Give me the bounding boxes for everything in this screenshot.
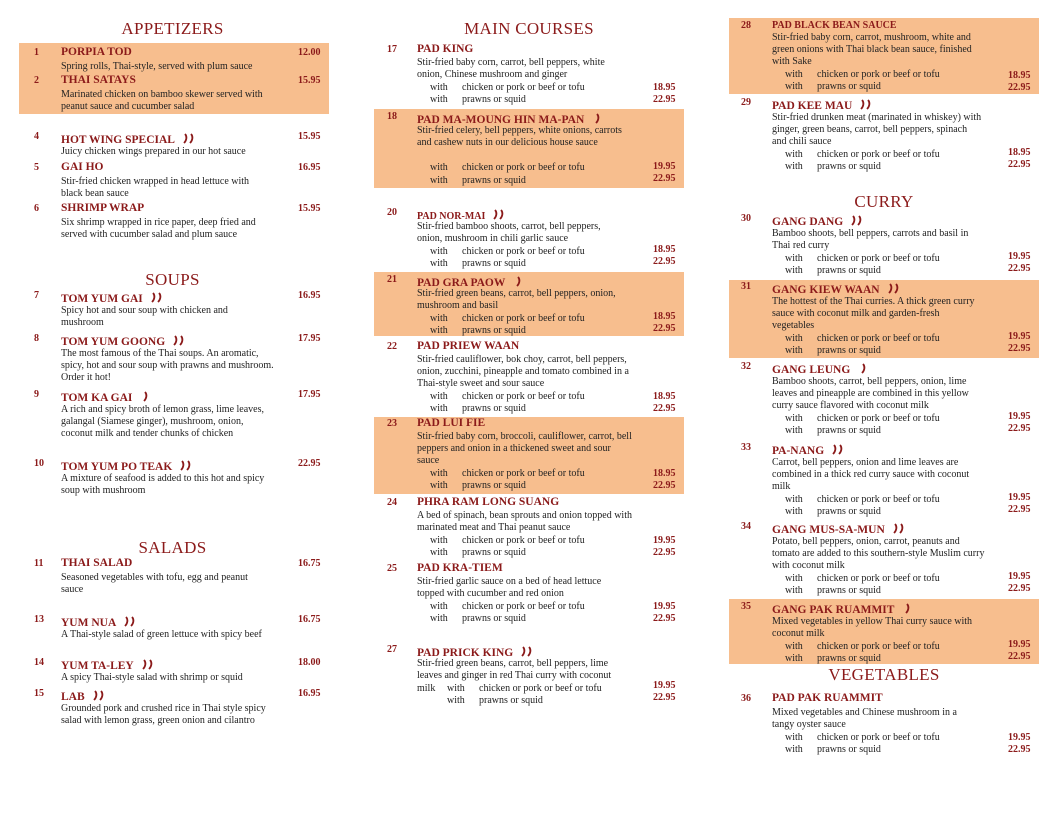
option-meat: milk with chicken or pork or beef or tofu — [417, 683, 602, 694]
item-name-wrap — [61, 334, 185, 348]
menu-item-22 — [387, 341, 684, 416]
price-seafood: 22.95 — [1008, 159, 1031, 170]
item-name: YUM TA-LEY — [61, 660, 134, 672]
section-title-main-courses: MAIN COURSES — [464, 19, 594, 38]
item-name-wrap — [61, 459, 192, 473]
item-description: A spicy Thai-style salad with shrimp or squid — [61, 672, 243, 683]
option-meat: with chicken or pork or beef or tofu — [785, 641, 940, 652]
price-meat: 18.95 — [1008, 147, 1031, 158]
menu-item-5 — [34, 162, 326, 200]
item-description: Stir-fried green beans, carrot, bell peppers, onion, mushroom and basil — [417, 288, 616, 312]
item-number: 15 — [34, 688, 44, 699]
item-description: Carrot, bell peppers, onion and lime leaves are combined in a thick red curry sauce with coconut milk — [772, 457, 970, 493]
item-number: 9 — [34, 389, 39, 400]
item-description: Potato, bell peppers, onion, carrot, peanuts and tomato are added to this southern-style Muslim curry with coconut milk — [772, 536, 985, 572]
item-price: 12.00 — [298, 47, 321, 58]
option-seafood: with prawns or squid — [430, 325, 526, 336]
item-number: 21 — [387, 274, 397, 285]
double-chili-pepper-icon — [493, 209, 505, 220]
item-number: 34 — [741, 521, 751, 532]
item-name: PAD LUI FIE — [417, 417, 486, 429]
double-chili-pepper-icon — [124, 616, 136, 627]
item-description: Juicy chicken wings prepared in our hot sauce — [61, 146, 246, 157]
item-name-wrap — [61, 132, 195, 146]
option-seafood: with prawns or squid — [447, 695, 543, 706]
item-name: PAD PAK RUAMMIT — [772, 692, 883, 704]
item-price: 17.95 — [298, 389, 321, 400]
item-description: Mixed vegetables in yellow Thai curry sauce with coconut milk — [772, 616, 973, 640]
item-name: TOM KA GAI — [61, 392, 133, 404]
menu-item-13 — [34, 614, 326, 654]
item-number: 20 — [387, 207, 397, 218]
item-number: 33 — [741, 442, 751, 453]
item-description: Grounded pork and crushed rice in Thai style spicy salad with lemon grass, green onion and cilantro — [61, 703, 266, 727]
price-seafood: 22.95 — [1008, 583, 1031, 594]
option-meat: with chicken or pork or beef or tofu — [430, 535, 585, 546]
option-meat: with chicken or pork or beef or tofu — [785, 253, 940, 264]
menu-item-9 — [34, 389, 326, 453]
menu-item-21 — [387, 274, 684, 336]
item-description: Bamboo shoots, carrot, bell peppers, onion, lime leaves and pineapple are combined in this yellow curry sauce flavored with coconut milk — [772, 376, 969, 412]
item-number: 2 — [34, 75, 39, 86]
option-meat: with chicken or pork or beef or tofu — [785, 333, 940, 344]
item-price: 16.95 — [298, 688, 321, 699]
price-meat: 18.95 — [653, 468, 676, 479]
menu-item-6 — [34, 203, 326, 241]
menu-item-27 — [387, 644, 684, 708]
section-title-appetizers: APPETIZERS — [121, 19, 224, 38]
option-meat: with chicken or pork or beef or tofu — [785, 413, 940, 424]
item-description: Seasoned vegetables with tofu, egg and peanut sauce — [61, 572, 248, 596]
option-meat: with chicken or pork or beef or tofu — [785, 69, 940, 80]
item-name: PAD BLACK BEAN SAUCE — [772, 20, 897, 31]
item-price: 17.95 — [298, 333, 321, 344]
item-number: 29 — [741, 97, 751, 108]
item-name-wrap — [772, 282, 900, 296]
item-description: Bamboo shoots, bell peppers, carrots and basil in Thai red curry — [772, 228, 969, 252]
item-number: 14 — [34, 657, 44, 668]
option-meat: with chicken or pork or beef or tofu — [430, 391, 585, 402]
item-description: Stir-fried baby corn, carrot, bell peppers, white onion, Chinese mushroom and ginger — [417, 57, 605, 81]
menu-item-35 — [741, 601, 1039, 663]
option-seafood: with prawns or squid — [430, 175, 526, 186]
chili-pepper-icon — [902, 603, 914, 614]
chili-pepper-icon — [513, 276, 525, 287]
item-name: PAD NOR-MAI — [417, 211, 486, 222]
double-chili-pepper-icon — [142, 659, 154, 670]
option-meat: with chicken or pork or beef or tofu — [430, 313, 585, 324]
price-seafood: 22.95 — [1008, 744, 1031, 755]
option-seafood: with prawns or squid — [430, 258, 526, 269]
item-name-wrap — [772, 443, 844, 457]
option-meat: with chicken or pork or beef or tofu — [430, 601, 585, 612]
item-name: GANG LEUNG — [772, 364, 851, 376]
price-seafood: 22.95 — [1008, 423, 1031, 434]
item-name: TOM YUM GOONG — [61, 336, 166, 348]
menu-item-18 — [387, 111, 684, 187]
price-meat: 19.95 — [1008, 492, 1031, 503]
menu-item-10 — [34, 458, 326, 498]
price-seafood: 22.95 — [1008, 504, 1031, 515]
price-meat: 19.95 — [1008, 331, 1031, 342]
double-chili-pepper-icon — [183, 133, 195, 144]
item-price: 15.95 — [298, 75, 321, 86]
double-chili-pepper-icon — [888, 283, 900, 294]
option-meat: with chicken or pork or beef or tofu — [785, 149, 940, 160]
menu-item-25 — [387, 563, 684, 625]
option-meat: with chicken or pork or beef or tofu — [430, 468, 585, 479]
item-price: 16.75 — [298, 614, 321, 625]
item-name-wrap — [772, 214, 863, 228]
double-chili-pepper-icon — [93, 690, 105, 701]
item-number: 23 — [387, 418, 397, 429]
item-name: PA-NANG — [772, 445, 825, 457]
menu-item-2 — [34, 75, 326, 113]
double-chili-pepper-icon — [893, 523, 905, 534]
item-name-wrap — [772, 602, 914, 616]
item-name: PORPIA TOD — [61, 46, 132, 58]
item-name: GAI HO — [61, 161, 104, 173]
item-number: 30 — [741, 213, 751, 224]
item-number: 5 — [34, 162, 39, 173]
item-description: Stir-fried green beans, carrot, bell peppers, lime leaves and ginger in red Thai curry with coconut — [417, 658, 612, 682]
item-name-wrap — [772, 98, 872, 112]
item-number: 27 — [387, 644, 397, 655]
double-chili-pepper-icon — [151, 292, 163, 303]
price-seafood: 22.95 — [1008, 343, 1031, 354]
item-number: 35 — [741, 601, 751, 612]
option-seafood: with prawns or squid — [785, 265, 881, 276]
menu-item-14 — [34, 657, 326, 685]
item-description: Stir-fried baby corn, broccoli, cauliflower, carrot, bell peppers and onion in a thickened sweet and sour sauce — [417, 431, 632, 467]
item-name: PAD KEE MAU — [772, 100, 853, 112]
menu-item-11 — [34, 558, 326, 596]
item-description: Stir-fried chicken wrapped in head lettuce with black bean sauce — [61, 176, 250, 200]
menu-item-24 — [387, 497, 684, 559]
price-seafood: 22.95 — [653, 94, 676, 105]
item-description: Six shrimp wrapped in rice paper, deep fried and served with cucumber salad and plum sauce — [61, 217, 256, 241]
menu-item-20 — [387, 207, 684, 269]
item-name-wrap — [417, 275, 525, 289]
menu-item-23 — [387, 418, 684, 493]
item-description: Marinated chicken on bamboo skewer served with peanut sauce and cucumber salad — [61, 89, 263, 113]
item-name-wrap — [61, 291, 163, 305]
item-name-wrap — [61, 390, 152, 404]
item-price: 16.95 — [298, 290, 321, 301]
price-seafood: 22.95 — [653, 256, 676, 267]
item-name: GANG PAK RUAMMIT — [772, 604, 895, 616]
option-meat: with chicken or pork or beef or tofu — [430, 246, 585, 257]
item-name-wrap — [417, 112, 604, 126]
item-number: 17 — [387, 44, 397, 55]
option-seafood: with prawns or squid — [785, 425, 881, 436]
double-chili-pepper-icon — [180, 460, 192, 471]
price-meat: 19.95 — [1008, 639, 1031, 650]
item-description: Spring rolls, Thai-style, served with plum sauce — [61, 61, 253, 72]
double-chili-pepper-icon — [851, 215, 863, 226]
item-description: Stir-fried bamboo shoots, carrot, bell peppers, onion, mushroom in chili garlic sauce — [417, 221, 601, 245]
option-seafood: with prawns or squid — [785, 506, 881, 517]
double-chili-pepper-icon — [832, 444, 844, 455]
item-name: TOM YUM GAI — [61, 293, 143, 305]
item-price: 22.95 — [298, 458, 321, 469]
item-name: THAI SATAYS — [61, 74, 136, 86]
price-seafood: 22.95 — [653, 480, 676, 491]
menu-item-4 — [34, 131, 326, 159]
item-number: 8 — [34, 333, 39, 344]
option-seafood: with prawns or squid — [430, 94, 526, 105]
item-description: The most famous of the Thai soups. An aromatic, spicy, hot and sour soup with prawns and mushroom. Order it hot! — [61, 348, 274, 384]
price-seafood: 22.95 — [1008, 651, 1031, 662]
item-name: LAB — [61, 691, 85, 703]
price-meat: 18.95 — [653, 82, 676, 93]
option-meat: with chicken or pork or beef or tofu — [785, 732, 940, 743]
chili-pepper-icon — [140, 391, 152, 402]
price-seafood: 22.95 — [653, 613, 676, 624]
item-number: 22 — [387, 341, 397, 352]
menu-item-7 — [34, 290, 326, 328]
item-description: A Thai-style salad of green lettuce with spicy beef — [61, 629, 262, 640]
option-meat: with chicken or pork or beef or tofu — [430, 82, 585, 93]
price-meat: 19.95 — [653, 680, 676, 691]
item-name-wrap — [772, 362, 870, 376]
section-title-salads: SALADS — [138, 538, 207, 557]
price-meat: 18.95 — [653, 244, 676, 255]
option-seafood: with prawns or squid — [785, 81, 881, 92]
price-meat: 19.95 — [1008, 732, 1031, 743]
item-description: Stir-fried baby corn, carrot, mushroom, white and green onions with Thai black bean sauce, finished with Sake — [772, 32, 972, 68]
menu-item-15 — [34, 688, 326, 740]
price-meat: 18.95 — [653, 391, 676, 402]
item-description: A mixture of seafood is added to this hot and spicy soup with mushroom — [61, 473, 265, 497]
price-seafood: 22.95 — [653, 173, 676, 184]
item-name-wrap — [61, 689, 105, 703]
item-number: 25 — [387, 563, 397, 574]
item-price: 18.00 — [298, 657, 321, 668]
item-description: Spicy hot and sour soup with chicken and mushroom — [61, 305, 228, 329]
item-description: Stir-fried garlic sauce on a bed of head lettuce topped with cucumber and red onion — [417, 576, 602, 600]
item-number: 10 — [34, 458, 44, 469]
item-name-wrap — [772, 522, 905, 536]
menu-item-8 — [34, 333, 326, 385]
section-title-soups: SOUPS — [145, 270, 200, 289]
menu-item-1 — [34, 47, 326, 75]
item-name-wrap — [417, 208, 505, 222]
price-seafood: 22.95 — [653, 323, 676, 334]
double-chili-pepper-icon — [173, 335, 185, 346]
menu-item-36 — [741, 693, 1039, 755]
price-seafood: 22.95 — [653, 692, 676, 703]
option-seafood: with prawns or squid — [785, 161, 881, 172]
item-name: PAD KRA-TIEM — [417, 562, 503, 574]
option-meat: with chicken or pork or beef or tofu — [785, 573, 940, 584]
menu-item-31 — [741, 281, 1039, 357]
double-chili-pepper-icon — [521, 646, 533, 657]
price-seafood: 22.95 — [653, 403, 676, 414]
option-meat: with chicken or pork or beef or tofu — [785, 494, 940, 505]
item-description: Stir-fried celery, bell peppers, white onions, carrots and cashew nuts in our delicious house sauce — [417, 125, 622, 149]
item-name: GANG KIEW WAAN — [772, 284, 880, 296]
option-seafood: with prawns or squid — [430, 547, 526, 558]
option-seafood: with prawns or squid — [785, 585, 881, 596]
option-seafood: with prawns or squid — [785, 744, 881, 755]
item-price: 15.95 — [298, 203, 321, 214]
item-number: 18 — [387, 111, 397, 122]
price-seafood: 22.95 — [1008, 82, 1031, 93]
item-price: 15.95 — [298, 131, 321, 142]
item-description: The hottest of the Thai curries. A thick green curry sauce with coconut milk and garden-fresh vegetables — [772, 296, 975, 332]
option-seafood: with prawns or squid — [430, 480, 526, 491]
option-seafood: with prawns or squid — [430, 403, 526, 414]
option-seafood: with prawns or squid — [430, 613, 526, 624]
item-number: 13 — [34, 614, 44, 625]
item-description: A bed of spinach, bean sprouts and onion topped with marinated meat and Thai peanut sauce — [417, 510, 632, 534]
item-number: 32 — [741, 361, 751, 372]
option-seafood: with prawns or squid — [785, 653, 881, 664]
item-name: PAD KING — [417, 43, 474, 55]
item-price: 16.75 — [298, 558, 321, 569]
item-description: A rich and spicy broth of lemon grass, lime leaves, galangal (Siamese ginger), mushroom, onion, coconut milk and tender chunks of chicken — [61, 404, 265, 440]
item-name: THAI SALAD — [61, 557, 133, 569]
item-number: 28 — [741, 20, 751, 31]
item-name: HOT WING SPECIAL — [61, 134, 175, 146]
price-seafood: 22.95 — [1008, 263, 1031, 274]
item-description: Stir-fried drunken meat (marinated in whiskey) with ginger, green beans, carrot, bell peppers, spinach and chili sauce — [772, 112, 982, 148]
item-number: 7 — [34, 290, 39, 301]
item-price: 16.95 — [298, 162, 321, 173]
item-name: PAD MA-MOUNG HIN MA-PAN — [417, 114, 585, 126]
price-meat: 19.95 — [653, 535, 676, 546]
item-number: 1 — [34, 47, 39, 58]
item-description: Stir-fried cauliflower, bok choy, carrot, bell peppers, onion, zucchini, pineapple and tomato combined in a Thai-style sweet and sour sauce — [417, 354, 629, 390]
item-number: 31 — [741, 281, 751, 292]
item-name-wrap — [61, 615, 136, 629]
price-meat: 19.95 — [653, 161, 676, 172]
price-meat: 19.95 — [1008, 411, 1031, 422]
item-number: 4 — [34, 131, 39, 142]
menu-item-34 — [741, 521, 1039, 597]
section-title-curry: CURRY — [854, 192, 914, 211]
double-chili-pepper-icon — [860, 99, 872, 110]
item-name: PAD GRA PAOW — [417, 277, 506, 289]
item-number: 11 — [34, 558, 44, 569]
menu-item-33 — [741, 442, 1039, 518]
option-meat: with chicken or pork or beef or tofu — [430, 162, 585, 173]
item-name-wrap — [61, 658, 154, 672]
item-name: PAD PRIEW WAAN — [417, 340, 520, 352]
price-meat: 18.95 — [653, 311, 676, 322]
item-description: Mixed vegetables and Chinese mushroom in a tangy oyster sauce — [772, 707, 957, 731]
price-meat: 19.95 — [653, 601, 676, 612]
option-seafood: with prawns or squid — [785, 345, 881, 356]
menu-item-28 — [741, 20, 1039, 94]
price-seafood: 22.95 — [653, 547, 676, 558]
menu-item-32 — [741, 361, 1039, 437]
price-meat: 19.95 — [1008, 251, 1031, 262]
item-name: SHRIMP WRAP — [61, 202, 145, 214]
item-number: 36 — [741, 693, 751, 704]
item-name: PHRA RAM LONG SUANG — [417, 496, 560, 508]
menu-item-29 — [741, 97, 1039, 173]
item-number: 6 — [34, 203, 39, 214]
item-name-wrap — [417, 645, 533, 659]
item-name: GANG MUS-SA-MUN — [772, 524, 885, 536]
item-name: TOM YUM PO TEAK — [61, 461, 173, 473]
price-meat: 19.95 — [1008, 571, 1031, 582]
item-number: 24 — [387, 497, 397, 508]
menu-item-30 — [741, 213, 1039, 277]
item-name: YUM NUA — [61, 617, 117, 629]
item-name: PAD PRICK KING — [417, 647, 514, 659]
item-name: GANG DANG — [772, 216, 844, 228]
chili-pepper-icon — [858, 363, 870, 374]
menu-item-17 — [387, 44, 684, 106]
price-meat: 18.95 — [1008, 70, 1031, 81]
chili-pepper-icon — [592, 113, 604, 124]
section-title-vegetables: VEGETABLES — [828, 665, 940, 684]
